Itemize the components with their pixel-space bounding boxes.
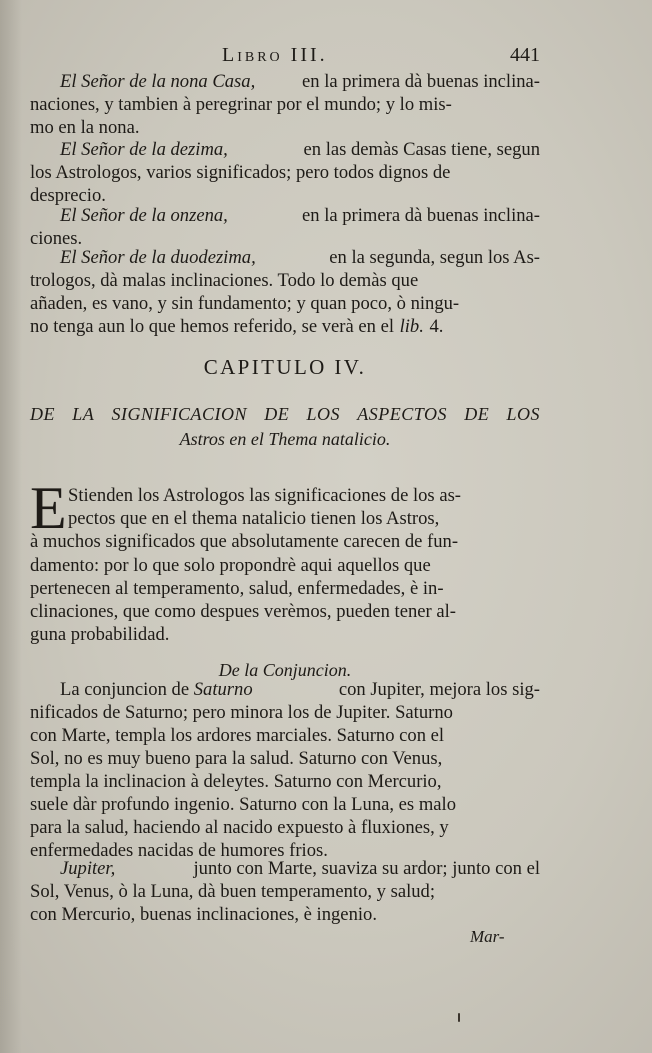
text-line: El Señor de la nona Casa, en la primera dà buenas inclina- [60,71,540,92]
paragraph-onzena [30,204,540,250]
paragraph-dezima [30,138,540,207]
paragraph-nona-casa [30,70,540,139]
page-number: 441 [510,44,540,66]
running-title: Libro III. [222,44,328,66]
text-line: La conjuncion de Saturno con Jupiter, mejora los sig- [60,679,540,700]
text-line: Sol, Venus, ò la Luna, dà buen temperamento, y salud; [30,881,436,902]
text-line: à muchos significados que absolutamente carecen de fun- [30,531,459,553]
chapter-subtitle [30,402,540,452]
text-line: damento: por lo que solo propondrè aqui aquellos que [30,554,431,576]
text-line: El Señor de la dezima, en las demàs Casas tiene, segun [60,139,540,160]
text-line: enfermedades nacidas de humores frios. [30,840,328,861]
subtitle-line: Astros en el Thema natalicio. [179,429,391,449]
text-line: desprecio. [30,185,106,206]
text-line: naciones, y tambien à peregrinar por el mundo; y lo mis- [30,94,452,115]
text-line: mo en la nona. [30,117,140,138]
text-line: ciones. [30,228,83,249]
text-line: trologos, dà malas inclinaciones. Todo lo demàs que [30,270,419,291]
ink-speck [458,1013,460,1022]
text-line: guna probabilidad. [30,624,170,646]
section-heading: De la Conjuncion. [218,660,352,680]
text-line: Stienden los Astrologos las significaciones de los as- [68,485,462,506]
text-line: Jupiter, junto con Marte, suaviza su ardor; junto con el [60,858,540,879]
text-line: pectos que en el thema natalicio tienen los Astros, [68,508,440,530]
page-gutter-shadow [0,0,22,1053]
subtitle-line: DE LA SIGNIFICACION DE LOS ASPECTOS DE LOS [30,404,540,424]
text-line: añaden, es vano, y sin fundamento; y quan poco, ò ningu- [30,293,460,314]
paragraph-duodezima [30,246,540,338]
intro-paragraph [30,484,540,646]
text-line: nificados de Saturno; pero minora los de Jupiter. Saturno [30,702,453,723]
page-header [30,44,540,70]
paragraph-jupiter [30,857,540,926]
text-line: con Mercurio, buenas inclinaciones, è ingenio. [30,904,377,925]
text-line: con Marte, templa los ardores marciales. Saturno con el [30,725,445,746]
text-line: clinaciones, que como despues verèmos, pueden tener al- [30,601,456,623]
drop-cap: E [30,475,67,541]
text-line: pertenecen al temperamento, salud, enfermedades, è in- [30,577,444,599]
text-line: para la salud, haciendo al nacido expuesto à fluxiones, y [30,817,449,838]
chapter-title: CAPITULO IV. [203,355,367,379]
text-line: El Señor de la duodezima, en la segunda, segun los As- [60,247,540,268]
text-line: El Señor de la onzena, en la primera dà buenas inclina- [60,205,540,226]
text-line: no tenga aun lo que hemos referido, se verà en el lib. 4. [30,316,444,337]
catchword: Mar- [470,927,505,946]
paragraph-saturno [30,678,540,862]
text-line: suele dàr profundo ingenio. Saturno con la Luna, es malo [30,794,456,815]
text-line: los Astrologos, varios significados; pero todos dignos de [30,162,451,183]
text-line: Sol, no es muy bueno para la salud. Saturno con Venus, [30,748,443,769]
text-line: templa la inclinacion à deleytes. Saturno con Mercurio, [30,771,442,792]
